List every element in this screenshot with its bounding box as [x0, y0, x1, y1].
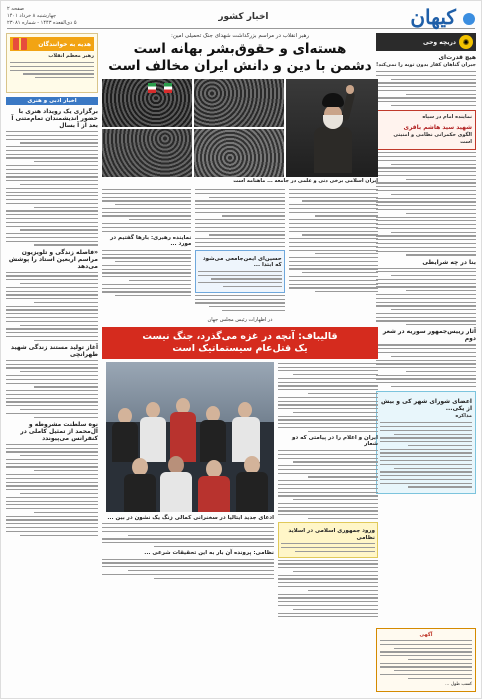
logo[interactable] — [410, 5, 475, 29]
featured-heading[interactable]: شهید سید هاشم باقری — [403, 124, 472, 132]
article-body — [6, 444, 98, 536]
lower-story — [102, 359, 378, 620]
article-body — [6, 131, 98, 246]
issue-number: ۵ ذی‌القعده ۱۴۴۳ - شماره ۲۳۰۸۱ — [7, 20, 77, 26]
left-column — [6, 33, 98, 692]
page-number: صفحه ۲ — [7, 6, 24, 12]
article-heading[interactable]: آغاز تولید مستند زندگی شهید طهرانچی — [10, 343, 98, 358]
article-heading[interactable]: آثار رییس‌جمهور سوریه در شعر دوم — [382, 328, 476, 343]
article-heading[interactable]: نظامی: پرونده آن بار به این تحقیقات شرعی ... — [144, 550, 274, 557]
red-headline-2[interactable]: یک قتل‌عام سیستماتیک است — [172, 342, 308, 354]
article-body — [376, 268, 476, 326]
ad-heading: آگهی — [419, 632, 433, 638]
article-heading[interactable]: ادعای جدید ایتالیا در سخنرانی کمالی زنگ یک نشون در بین ... — [107, 514, 274, 521]
column-tag-label: دریچه وحی — [423, 38, 456, 46]
crowd-photos — [102, 79, 284, 177]
featured-box — [376, 110, 476, 150]
sun-icon: ✺ — [459, 35, 473, 49]
main-story — [102, 33, 378, 692]
logo-globe-icon — [463, 13, 475, 25]
lower-left-area — [102, 359, 274, 620]
section-title: اخبار کشور — [218, 11, 269, 22]
masthead — [7, 5, 475, 29]
article-body — [6, 360, 98, 418]
leader-photo[interactable] — [286, 79, 378, 177]
right-column — [376, 33, 476, 692]
article-body — [376, 344, 476, 387]
ad-text: کسب طول ... — [445, 681, 472, 687]
story-column — [195, 187, 284, 314]
quote-box — [195, 250, 284, 293]
story-columns — [102, 187, 378, 314]
info-box — [376, 391, 476, 494]
article-heading[interactable]: هیچ قدرت‌ای — [438, 54, 476, 61]
crowd-photo[interactable] — [102, 129, 192, 177]
article-heading[interactable]: بنا در چه شرایطی — [422, 258, 476, 266]
red-headline-band — [102, 327, 378, 359]
article-heading[interactable]: نماینده رهبری: بارها گفتیم در مورد ... — [110, 234, 192, 248]
quote-heading[interactable]: حسین‌ای ایمن‌جامعی می‌شود که ابتدا ... — [202, 255, 282, 269]
story-column — [102, 187, 191, 314]
featured-subheading: الگوی حکمرانی نظامی و امنیتی است — [393, 132, 472, 146]
article-heading[interactable]: ایران و اعلام را در پیامتی که دو شعار — [291, 434, 378, 448]
article-heading[interactable]: نوه سلطنت مشروطه و آل‌محمد از تمثیل کاملی در کنفرانس می‌پیوندد — [20, 420, 98, 442]
red-headline-1[interactable]: قالیباف: آنچه در غزه می‌گذرد، جنگ نیست — [142, 330, 338, 342]
headline-line-2[interactable]: دشمن با دین و دانش ایران مخالف است — [108, 58, 372, 74]
article-heading[interactable]: «فاصله زندگی و تلویزیون مراسم اربعین استاد را پوشش می‌دهد — [8, 248, 98, 270]
featured-kicker: نماینده امام در سپاه — [422, 114, 472, 121]
gift-text: رهبر معظم انقلاب — [48, 53, 94, 59]
photo-row — [102, 79, 378, 177]
crowd-photo[interactable] — [102, 79, 192, 127]
article-subheading: جبران گناهان کفار بدون توبه را نمی‌کند! — [376, 62, 476, 68]
highlight-heading[interactable]: ورود جمهوری اسلامی در اسلاید نظامی — [288, 528, 375, 541]
info-box-heading[interactable]: اعضای شورای شهر کی و بیش از یکی... — [380, 398, 472, 413]
story-column — [289, 187, 378, 314]
column-tag — [376, 33, 476, 51]
article-body — [376, 152, 476, 255]
photo-caption: ایران اسلامی برخی دنی و علمی در جامعه ... ماهنامه است — [233, 178, 378, 184]
article-body — [6, 272, 98, 341]
parliament-photo[interactable] — [106, 362, 274, 512]
issue-date: چهارشنبه ۸ خرداد ۱۴۰۱ — [7, 13, 57, 19]
gift-box — [6, 33, 98, 93]
advertisement-box[interactable] — [376, 628, 476, 692]
lower-right-column — [278, 359, 378, 620]
article-body — [376, 71, 476, 106]
headline-line-1[interactable]: هسته‌ای و حقوق‌بشر بهانه است — [133, 41, 347, 57]
logo-text: کیهان — [410, 4, 456, 29]
section-tag: اخبار ادبی و هنری — [6, 97, 98, 105]
gift-title-bar — [10, 37, 94, 51]
article-heading[interactable]: برگزاری یک رویداد هنری با حضور اندیشمندان تمام‌متنی آ بعد از آ بسال — [11, 108, 98, 129]
gift-icon — [13, 38, 27, 50]
crowd-photo[interactable] — [194, 79, 284, 127]
crowd-photo[interactable] — [194, 129, 284, 177]
issue-info — [7, 6, 77, 27]
highlight-box — [278, 522, 378, 557]
info-box-sub: مذاکره — [455, 413, 472, 420]
red-kicker: در اظهارات رئیس مجلس جهان — [207, 316, 273, 323]
headline-kicker: رهبر انقلاب در مراسم بزرگداشت شهدای جنگ تحمیلی امین: — [170, 33, 310, 39]
gift-title: هدیه به خوانندگان — [38, 40, 91, 48]
